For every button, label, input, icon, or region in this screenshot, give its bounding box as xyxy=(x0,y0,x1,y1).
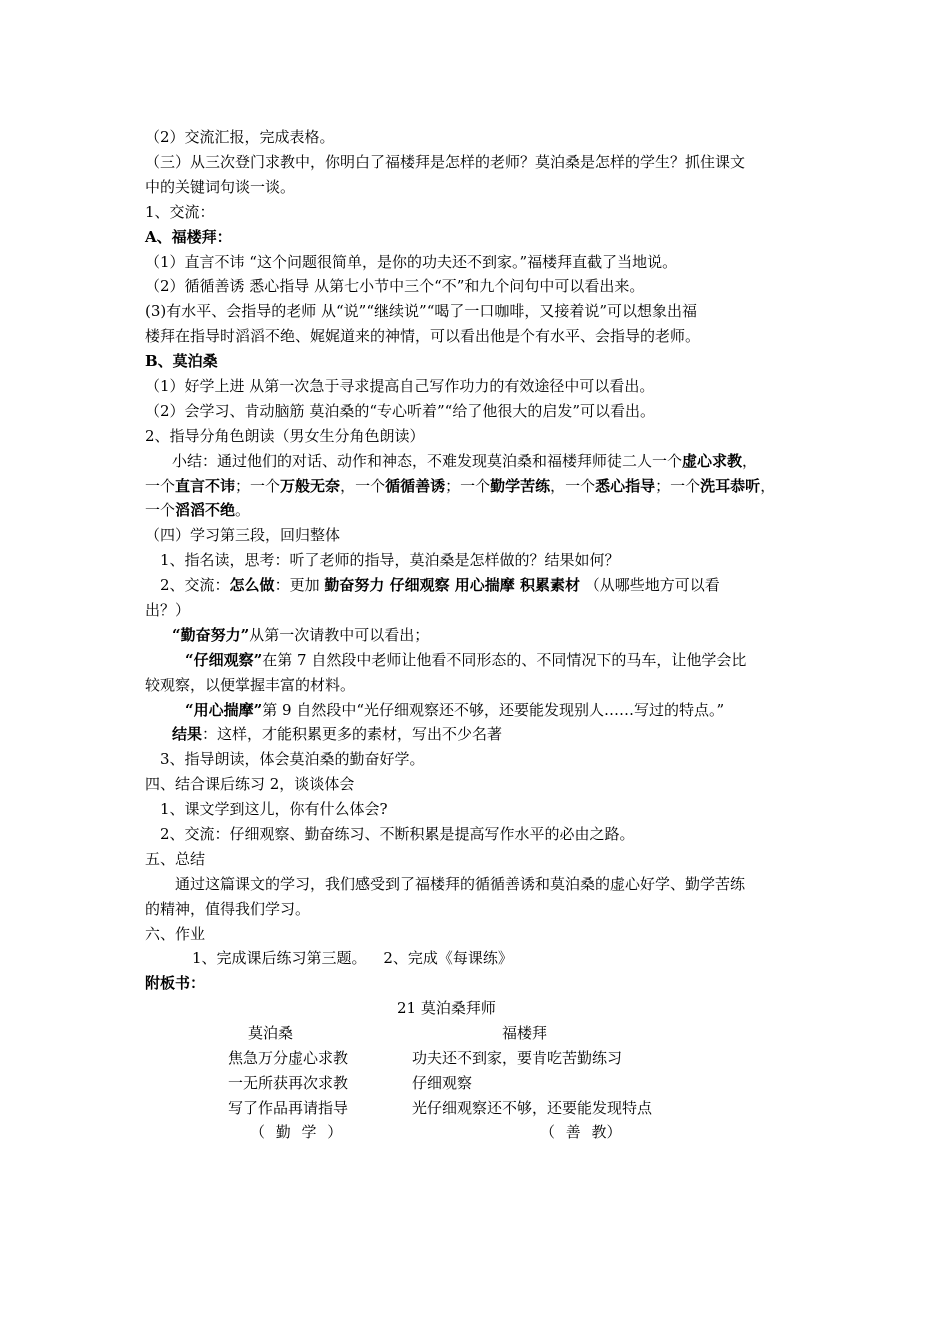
text-line: 结果：这样，才能积累更多的素材，写出不少名著 xyxy=(172,725,503,743)
text-line: 楼拜在指导时滔滔不绝、娓娓道来的神情，可以看出他是个有水平、会指导的老师。 xyxy=(145,327,701,345)
text-line: （三）从三次登门求教中，你明白了福楼拜是怎样的老师？莫泊桑是怎样的学生？抓住课文 xyxy=(145,153,746,171)
text-line: 通过这篇课文的学习，我们感受到了福楼拜的循循善诱和莫泊桑的虚心好学、勤学苦练 xyxy=(175,875,746,893)
homework-line: 1、完成课后练习第三题。 2、完成《每课练》 xyxy=(192,949,513,967)
board-left-item: 写了作品再请指导 xyxy=(228,1099,349,1117)
text-line: （2）交流汇报，完成表格。 xyxy=(145,128,335,146)
board-right-head: 福楼拜 xyxy=(502,1024,548,1042)
text-line: 3、指导朗读，体会莫泊桑的勤奋好学。 xyxy=(160,750,425,768)
text-line: 出？） xyxy=(145,601,191,619)
text-line: 中的关键词句谈一谈。 xyxy=(145,178,296,196)
text-line: 较观察，以便掌握丰富的材料。 xyxy=(145,676,356,694)
board-right-item: 仔细观察 xyxy=(412,1074,473,1092)
text-line: 2、交流：仔细观察、勤奋练习、不断积累是提高写作水平的必由之路。 xyxy=(160,825,635,843)
board-left-summary: （ 勤 学 ） xyxy=(250,1123,343,1141)
section-heading: A、福楼拜： xyxy=(145,228,232,246)
board-left-item: 焦急万分虚心求教 xyxy=(228,1049,349,1067)
section-heading: 四、结合课后练习 2，谈谈体会 xyxy=(145,775,355,793)
text-line: (3)有水平、会指导的老师 从“说”“继续说”“喝了一口咖啡，又接着说”可以想象出福 xyxy=(145,302,698,320)
board-heading: 附板书： xyxy=(145,974,206,992)
section-heading: 五、总结 xyxy=(145,850,206,868)
board-title: 21 莫泊桑拜师 xyxy=(397,999,496,1017)
board-right-item: 光仔细观察还不够，还要能发现特点 xyxy=(412,1099,653,1117)
board-right-summary: （ 善 教） xyxy=(540,1123,622,1141)
text-line: （2）循循善诱 悉心指导 从第七小节中三个“不”和九个问句中可以看出来。 xyxy=(145,277,645,295)
text-line: “用心揣摩”第 9 自然段中“光仔细观察还不够，还要能发现别人……写过的特点。” xyxy=(185,701,725,719)
board-left-head: 莫泊桑 xyxy=(248,1024,294,1042)
text-line: 1、交流： xyxy=(145,203,215,221)
summary-line: 一个滔滔不绝。 xyxy=(145,501,251,519)
text-line: （四）学习第三段，回归整体 xyxy=(145,526,341,544)
text-line: （2）会学习、肯动脑筋 莫泊桑的“专心听着”“给了他很大的启发”可以看出。 xyxy=(145,402,655,420)
text-line: （1）好学上进 从第一次急于寻求提高自己写作功力的有效途径中可以看出。 xyxy=(145,377,655,395)
board-left-item: 一无所获再次求教 xyxy=(228,1074,349,1092)
summary-line: 小结：通过他们的对话、动作和神态，不难发现莫泊桑和福楼拜师徒二人一个虚心求教， xyxy=(172,452,758,470)
summary-line: 一个直言不讳；一个万般无奈，一个循循善诱；一个勤学苦练，一个悉心指导；一个洗耳恭听， xyxy=(145,477,776,495)
text-line: 1、课文学到这儿，你有什么体会? xyxy=(160,800,388,818)
section-heading: 六、作业 xyxy=(145,925,206,943)
text-line: 2、指导分角色朗读（男女生分角色朗读） xyxy=(145,427,425,445)
text-line: “勤奋努力”从第一次请教中可以看出； xyxy=(172,626,430,644)
text-line: 2、交流：怎么做：更加 勤奋努力 仔细观察 用心揣摩 积累素材 （从哪些地方可以看 xyxy=(160,576,720,594)
board-right-item: 功夫还不到家，要肯吃苦勤练习 xyxy=(412,1049,623,1067)
text-line: （1）直言不讳 “这个问题很简单，是你的功夫还不到家。”福楼拜直截了当地说。 xyxy=(145,253,678,271)
text-line: “仔细观察”在第 7 自然段中老师让他看不同形态的、不同情况下的马车，让他学会比 xyxy=(185,651,747,669)
text-line: 的精神，值得我们学习。 xyxy=(145,900,311,918)
section-heading: B、莫泊桑 xyxy=(145,352,218,370)
text-line: 1、指名读，思考：听了老师的指导，莫泊桑是怎样做的？结果如何？ xyxy=(160,551,620,569)
